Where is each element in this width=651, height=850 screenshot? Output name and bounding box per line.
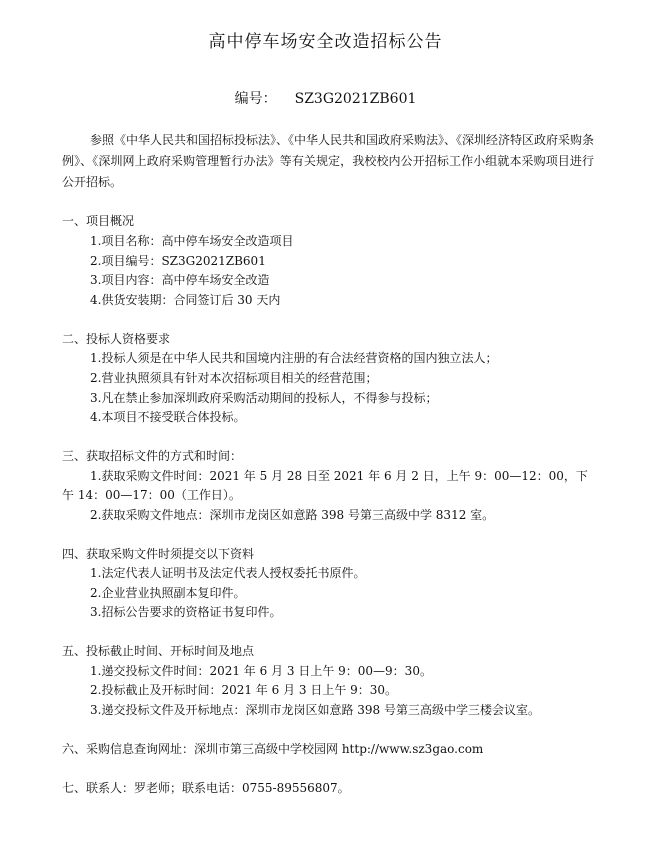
section-heading-overview: 一、项目概况 — [62, 214, 135, 228]
section-item: 4.本项目不接受联合体投标。 — [90, 410, 246, 424]
section-item: 2.项目编号：SZ3G2021ZB601 — [90, 254, 266, 268]
document-number-value: SZ3G2021ZB601 — [294, 91, 417, 107]
section-heading-qualifications: 二、投标人资格要求 — [62, 332, 171, 346]
section-item: 3.项目内容：高中停车场安全改造 — [90, 273, 270, 287]
section-item: 3.凡在禁止参加深圳政府采购活动期间的投标人，不得参与投标； — [90, 391, 438, 405]
section-item: 2.企业营业执照副本复印件。 — [90, 586, 246, 600]
document-number — [0, 89, 651, 109]
section-item: 3.招标公告要求的资格证书复印件。 — [90, 605, 282, 619]
section-heading-required-materials: 四、获取采购文件时须提交以下资料 — [62, 547, 255, 561]
section-heading-obtain-documents: 三、获取招标文件的方式和时间： — [62, 449, 243, 463]
section-heading-contact: 七、联系人：罗老师；联系电话：0755-89556807。 — [62, 781, 350, 795]
section-item: 1.递交投标文件时间：2021 年 6 月 3 日上午 9：00—9：30。 — [90, 664, 432, 678]
section-item: 2.投标截止及开标时间：2021 年 6 月 3 日上午 9：30。 — [90, 683, 398, 697]
intro-paragraph: 参照《中华人民共和国招标投标法》、《中华人民共和国政府采购法》、《深圳经济特区政府采购条例》、《深圳网上政府采购管理暂行办法》等有关规定，我校校内公开招标工作小组就本采购项目进行公开招标。 — [62, 133, 595, 189]
document-title: 高中停车场安全改造招标公告 — [208, 32, 443, 52]
section-item: 4.供货安装期：合同签订后 30 天内 — [90, 293, 281, 307]
section-heading-deadline: 五、投标截止时间、开标时间及地点 — [62, 644, 255, 658]
section-item: 1.获取采购文件时间：2021 年 5 月 28 日至 2021 年 6 月 2 日，上午 9：00—12：00，下 — [90, 469, 588, 483]
section-heading-website: 六、采购信息查询网址：深圳市第三高级中学校园网 http://www.sz3gao.com — [62, 742, 484, 756]
section-item-continuation: 午 14：00—17：00（工作日）。 — [62, 488, 241, 502]
section-item: 1.投标人须是在中华人民共和国境内注册的有合法经营资格的国内独立法人； — [90, 351, 498, 365]
document-number-label: 编号： — [234, 91, 277, 107]
section-item: 1.项目名称：高中停车场安全改造项目 — [90, 234, 294, 248]
section-item: 1.法定代表人证明书及法定代表人授权委托书原件。 — [90, 566, 366, 580]
section-item: 2.获取采购文件地点：深圳市龙岗区如意路 398 号第三高级中学 8312 室。 — [90, 508, 495, 522]
section-item: 2.营业执照须具有针对本次招标项目相关的经营范围； — [90, 371, 378, 385]
section-item: 3.递交投标文件及开标地点：深圳市龙岗区如意路 398 号第三高级中学三楼会议室。 — [90, 703, 540, 717]
